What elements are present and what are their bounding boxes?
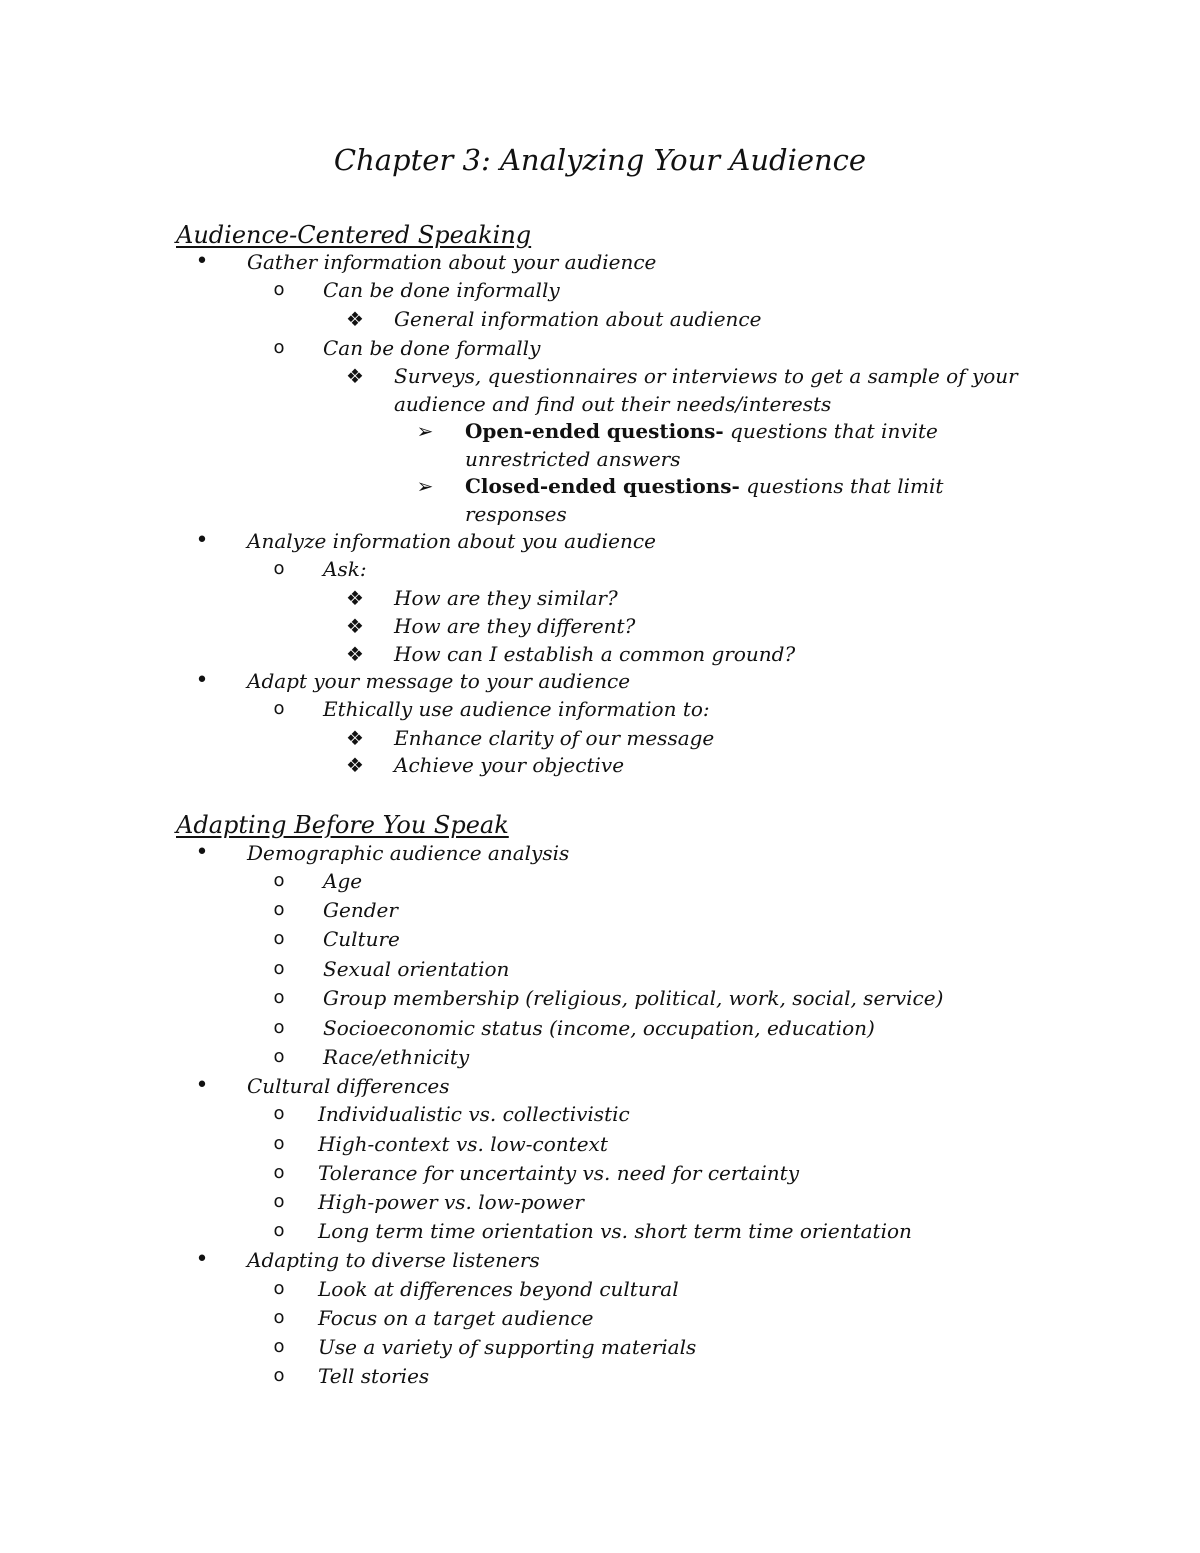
outline-item-level-1 (247, 1246, 540, 1274)
item-text: How can I establish a common ground? (394, 642, 796, 666)
outline-item-level-2 (318, 1130, 608, 1158)
outline-item-level-2 (318, 1188, 584, 1216)
outline-item-level-2 (318, 1100, 630, 1128)
level-3-bullet-icon: ❖ (346, 586, 364, 610)
outline-item-level-2 (318, 1217, 912, 1245)
level-2-bullet-icon: o (273, 337, 285, 358)
item-text: questions that invite (723, 419, 938, 443)
outline-item-level-2 (323, 1043, 469, 1071)
page-title: Chapter 3: Analyzing Your Audience (333, 143, 867, 177)
item-text: Look at differences beyond cultural (318, 1277, 679, 1301)
item-text: Adapting to diverse listeners (247, 1248, 540, 1272)
outline-item-level-3 (394, 724, 714, 752)
outline-item-level-3 (394, 390, 831, 418)
item-text: questions that limit (739, 474, 944, 498)
section-heading: Adapting Before You Speak (176, 811, 509, 839)
outline-item-level-4 (465, 472, 943, 500)
outline-item-level-3 (394, 640, 795, 668)
level-4-bullet-icon: ➢ (416, 419, 434, 443)
item-text: Focus on a target audience (318, 1306, 594, 1330)
item-text: Demographic audience analysis (247, 841, 570, 865)
item-text: Gather information about your audience (247, 250, 657, 274)
item-text: Can be done formally (323, 336, 541, 360)
level-2-bullet-icon: o (273, 928, 285, 949)
defined-term: Closed-ended questions- (465, 474, 740, 498)
outline-item-level-1 (247, 667, 630, 695)
outline-item-level-2 (323, 955, 509, 983)
outline-item-level-3 (394, 584, 618, 612)
outline-item-level-3 (394, 612, 635, 640)
item-text: Analyze information about you audience (247, 529, 656, 553)
item-text: Ethically use audience information to: (323, 697, 710, 721)
level-2-bullet-icon: o (273, 1220, 285, 1241)
item-text: How are they different? (394, 614, 636, 638)
item-text: Achieve your objective (394, 753, 625, 777)
item-text: General information about audience (394, 307, 762, 331)
level-2-bullet-icon: o (273, 870, 285, 891)
level-2-bullet-icon: o (273, 558, 285, 579)
item-text: Long term time orientation vs. short term time orientation (318, 1219, 912, 1243)
outline-item-level-1 (247, 248, 656, 276)
level-2-bullet-icon: o (273, 698, 285, 719)
level-3-bullet-icon: ❖ (346, 364, 364, 388)
outline-item-level-1 (247, 527, 656, 555)
outline-item-level-2 (323, 896, 398, 924)
item-text: Culture (323, 927, 400, 951)
item-text: Adapt your message to your audience (247, 669, 631, 693)
item-text: Surveys, questionnaires or interviews to get a sample of your (394, 364, 1018, 388)
item-text: Tell stories (318, 1364, 430, 1388)
outline-item-level-1 (247, 839, 569, 867)
outline-item-level-2 (323, 984, 943, 1012)
item-text: Ask: (323, 557, 367, 581)
level-2-bullet-icon: o (273, 1133, 285, 1154)
outline-item-level-2 (318, 1304, 593, 1332)
level-2-bullet-icon: o (273, 1162, 285, 1183)
level-1-bullet-icon: • (195, 1073, 209, 1098)
item-text: Use a variety of supporting materials (318, 1335, 697, 1359)
outline-item-level-4 (465, 417, 938, 445)
item-text: Enhance clarity of our message (394, 726, 715, 750)
level-1-bullet-icon: • (195, 1247, 209, 1272)
level-1-bullet-icon: • (195, 668, 209, 693)
level-2-bullet-icon: o (273, 1191, 285, 1212)
item-text: Socioeconomic status (income, occupation, education) (323, 1016, 875, 1040)
defined-term: Open-ended questions- (465, 419, 724, 443)
level-1-bullet-icon: • (195, 840, 209, 865)
level-2-bullet-icon: o (273, 1307, 285, 1328)
item-text: audience and find out their needs/interests (394, 392, 832, 416)
item-text: How are they similar? (394, 586, 618, 610)
level-4-bullet-icon: ➢ (416, 474, 434, 498)
level-3-bullet-icon: ❖ (346, 614, 364, 638)
outline-item-level-2 (323, 555, 367, 583)
outline-item-level-2 (323, 695, 710, 723)
outline-item-level-1 (247, 1072, 450, 1100)
outline-item-level-4 (465, 445, 681, 473)
outline-item-level-2 (318, 1275, 679, 1303)
level-3-bullet-icon: ❖ (346, 307, 364, 331)
level-1-bullet-icon: • (195, 249, 209, 274)
item-text: Sexual orientation (323, 957, 510, 981)
level-3-bullet-icon: ❖ (346, 642, 364, 666)
level-2-bullet-icon: o (273, 987, 285, 1008)
level-2-bullet-icon: o (273, 1103, 285, 1124)
section-heading: Audience-Centered Speaking (176, 221, 532, 249)
item-text: responses (465, 502, 567, 526)
item-text: Can be done informally (323, 278, 560, 302)
outline-item-level-3 (394, 305, 761, 333)
level-2-bullet-icon: o (273, 1046, 285, 1067)
item-text: Race/ethnicity (323, 1045, 470, 1069)
level-2-bullet-icon: o (273, 1017, 285, 1038)
outline-item-level-3 (394, 362, 1018, 390)
outline-item-level-2 (323, 276, 560, 304)
outline-item-level-2 (323, 1014, 875, 1042)
level-2-bullet-icon: o (273, 958, 285, 979)
level-2-bullet-icon: o (273, 899, 285, 920)
item-text: Age (323, 869, 363, 893)
item-text: Group membership (religious, political, work, social, service) (323, 986, 944, 1010)
item-text: Tolerance for uncertainty vs. need for certainty (318, 1161, 799, 1185)
level-2-bullet-icon: o (273, 279, 285, 300)
item-text: High-context vs. low-context (318, 1132, 608, 1156)
level-2-bullet-icon: o (273, 1365, 285, 1386)
level-1-bullet-icon: • (195, 528, 209, 553)
outline-item-level-2 (323, 867, 362, 895)
outline-item-level-2 (318, 1159, 799, 1187)
level-2-bullet-icon: o (273, 1278, 285, 1299)
item-text: unrestricted answers (465, 447, 681, 471)
level-3-bullet-icon: ❖ (346, 753, 364, 777)
outline-item-level-4 (465, 500, 567, 528)
level-3-bullet-icon: ❖ (346, 726, 364, 750)
item-text: Cultural differences (247, 1074, 450, 1098)
outline-item-level-3 (394, 751, 624, 779)
item-text: High-power vs. low-power (318, 1190, 584, 1214)
item-text: Gender (323, 898, 398, 922)
item-text: Individualistic vs. collectivistic (318, 1102, 630, 1126)
outline-item-level-2 (323, 334, 540, 362)
outline-item-level-2 (318, 1333, 696, 1361)
outline-item-level-2 (318, 1362, 429, 1390)
level-2-bullet-icon: o (273, 1336, 285, 1357)
outline-item-level-2 (323, 925, 400, 953)
